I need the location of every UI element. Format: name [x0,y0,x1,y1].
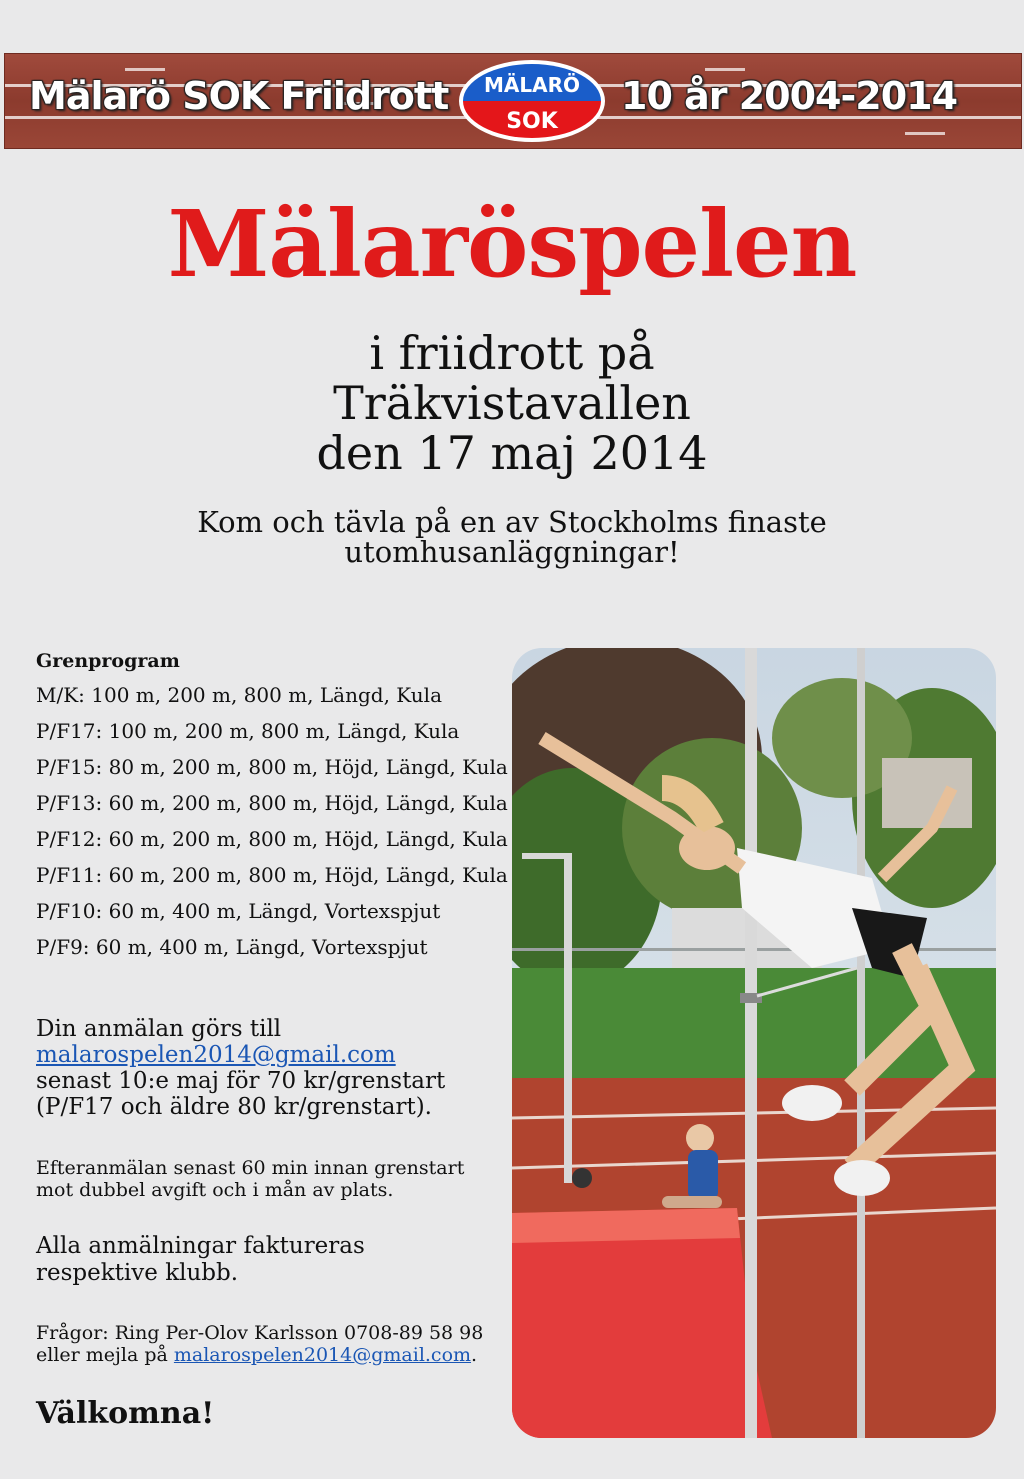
program-row: P/F12: 60 m, 200 m, 800 m, Höjd, Längd, Kula [36,827,508,851]
program-row: P/F13: 60 m, 200 m, 800 m, Höjd, Längd, Kula [36,791,508,815]
event-subtitle [0,328,1024,478]
club-logo [457,58,607,144]
program-row: P/F9: 60 m, 400 m, Längd, Vortexspjut [36,935,428,959]
welcome-text: Välkomna! [36,1396,215,1431]
late-registration [36,1157,506,1201]
contact-suffix: . [471,1344,478,1366]
contact-prefix: eller mejla på [36,1344,174,1366]
high-jump-photo [512,648,996,1438]
subtitle-line: den 17 maj 2014 [316,426,708,480]
signup-info [36,1016,506,1120]
signup-line: (P/F17 och äldre 80 kr/grenstart). [36,1094,432,1120]
logo-bottom-text: SOK [506,109,558,134]
subtitle-line: i friidrott på [369,326,655,380]
program-heading: Grenprogram [36,650,180,672]
header-banner [4,53,1022,149]
late-line: Efteranmälan senast 60 min innan grenstart [36,1157,465,1179]
subtitle-line: Träkvistavallen [333,376,691,430]
signup-line: Din anmälan görs till [36,1016,282,1042]
tagline-line: utomhusanläggningar! [344,535,680,569]
contact-info [36,1322,516,1366]
program-row: P/F10: 60 m, 400 m, Längd, Vortexspjut [36,899,441,923]
program-row: M/K: 100 m, 200 m, 800 m, Längd, Kula [36,683,442,707]
program-row: P/F15: 80 m, 200 m, 800 m, Höjd, Längd, Kula [36,755,508,779]
contact-email-link[interactable]: malarospelen2014@gmail.com [173,1344,472,1366]
invoice-line: Alla anmälningar faktureras [36,1233,365,1259]
signup-line: senast 10:e maj för 70 kr/grenstart [36,1068,446,1094]
logo-top-text: MÄLARÖ [483,73,581,97]
banner-club-name: Mälarö SOK Friidrott [29,74,449,118]
banner-anniversary: 10 år 2004-2014 [621,74,958,118]
invoice-line: respektive klubb. [36,1260,239,1286]
event-title: Mälaröspelen [167,190,857,298]
invoice-info [36,1233,506,1287]
late-line: mot dubbel avgift och i mån av plats. [36,1179,394,1201]
signup-email-link[interactable]: malarospelen2014@gmail.com [36,1042,396,1068]
program-row: P/F11: 60 m, 200 m, 800 m, Höjd, Längd, Kula [36,863,508,887]
tagline-line: Kom och tävla på en av Stockholms finaste [197,505,827,539]
tagline [0,507,1024,567]
contact-line: Frågor: Ring Per-Olov Karlsson 0708-89 58 98 [36,1322,484,1344]
event-program [36,650,506,970]
program-row: P/F17: 100 m, 200 m, 800 m, Längd, Kula [36,719,460,743]
